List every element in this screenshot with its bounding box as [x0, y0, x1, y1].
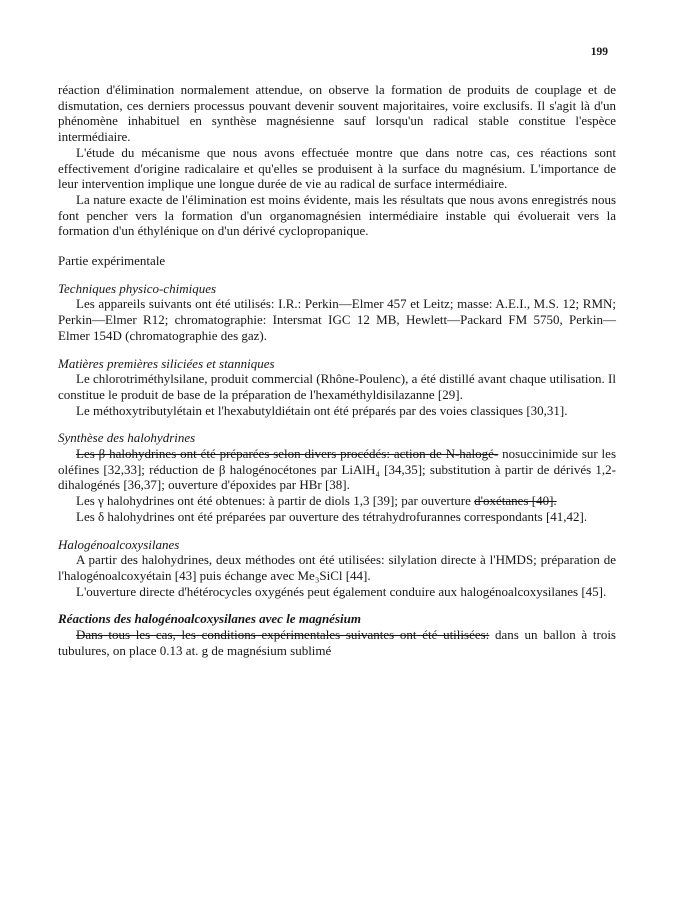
synthese-body-1-rest: nosuccinimide sur les oléfines [32,33]; réduction de β halogénocétones par LiAlH₄ [34,35]; substitution à partir de dérivés 1,2-dihalogénés [36,37]; ouverture d'époxides par HBr [38]. — [58, 446, 616, 493]
subsection-matieres-body-1: Le chlorotriméthylsilane, produit commercial (Rhône-Poulenc), a été distillé avant chaque utilisation. Il constitue le produit de base de la préparation de l'hexaméthyldisilazanne [29]. — [58, 371, 616, 402]
paragraph-2: L'étude du mécanisme que nous avons effectuée montre que dans notre cas, ces réactions sont effectivement d'origine radicalaire et qu'elles se produisent à la surface du magnésium. L'importance de leur intervention implique une longue durée de vie au radical de surface intermédiaire. — [58, 144, 616, 192]
subsection-synthese-body-2 — [58, 493, 616, 509]
subsection-reactions-title: Réactions des halogénoalcoxysilanes avec le magnésium — [58, 611, 361, 627]
reactions-body-rest: dans un ballon à trois tubulures, on place 0.13 at. g de magnésium sublimé — [58, 627, 616, 658]
struck-line: Les β halohydrines ont été préparées selon divers procédés: action de N-halogé- — [76, 446, 499, 462]
struck-text: d'oxétanes [40]. — [474, 493, 557, 509]
subsection-halogenoalcoxysilanes-body-2: L'ouverture directe d'hétérocycles oxygénés peut également conduire aux halogénoalcoxysilanes [45]. — [76, 583, 607, 599]
subsection-reactions-body — [58, 627, 616, 658]
subsection-halogenoalcoxysilanes-body-1: A partir des halohydrines, deux méthodes ont été utilisées: silylation directe à l'HMDS; préparation de l'halogénoalcoxyétain [43] puis échange avec Me₃SiCl [44]. — [58, 552, 616, 583]
struck-line: Dans tous les cas, les conditions expérimentales suivantes ont été utilisées: — [76, 627, 490, 643]
paragraph-1: réaction d'élimination normalement attendue, on observe la formation de produits de couplage et de dismutation, ces derniers processus pouvant devenir souvent majoritaires, voire exclusifs. Il s'agit là d'un phénomène inhabituel en synthèse magnésienne sauf lorsqu'un radical stable constitue l'espèce intermédiaire. — [58, 82, 616, 145]
subsection-synthese-body-1 — [58, 446, 616, 493]
subsection-synthese-body-3: Les δ halohydrines ont été préparées par ouverture des tétrahydrofurannes correspondants [41,42]. — [76, 508, 588, 524]
page-body — [58, 82, 616, 659]
synthese-body-2-main: Les γ halohydrines ont été obtenues: à partir de diols 1,3 [39]; par ouverture — [76, 493, 471, 509]
subsection-matieres-title: Matières premières siliciées et stanniques — [58, 355, 275, 371]
section-heading: Partie expérimentale — [58, 253, 166, 269]
subsection-matieres-body-2: Le méthoxytributylétain et l'hexabutyldiétain ont été préparés par des voies classiques [30,31]. — [76, 402, 568, 418]
page-number: 199 — [590, 46, 608, 58]
paragraph-3: La nature exacte de l'élimination est moins évidente, mais les résultats que nous avons enregistrés nous font pencher vers la formation d'un organomagnésien intermédiaire instable qui évoluerait vers la formation d'un éthylénique on d'un dérivé cyclopropanique. — [58, 191, 616, 239]
subsection-techniques-title: Techniques physico-chimiques — [58, 280, 217, 296]
subsection-techniques-body: Les appareils suivants ont été utilisés: I.R.: Perkin—Elmer 457 et Leitz; masse: A.E.I., M.S. 12; RMN; Perkin—Elmer R12; chromatographie: Intersmat IGC 12 MB, Hewlett—Packard FM 5750, Perkin—Elmer 154D (chromatographie des gaz). — [58, 296, 616, 343]
subsection-synthese-title: Synthèse des halohydrines — [58, 430, 196, 446]
subsection-halogenoalcoxysilanes-title: Halogénoalcoxysilanes — [58, 536, 180, 552]
